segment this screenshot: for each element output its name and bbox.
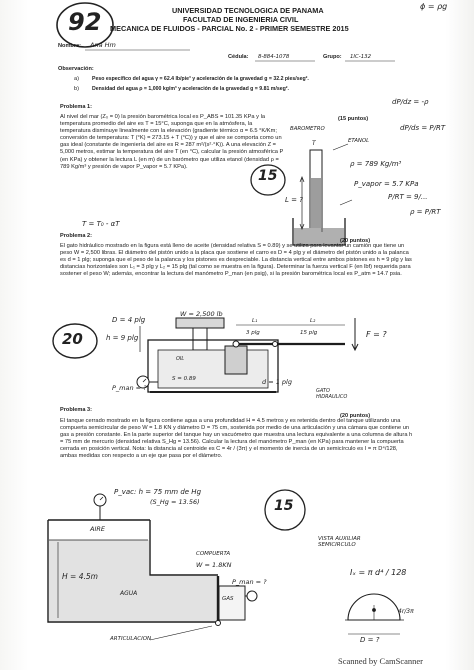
obs-b-text: Densidad del agua ρ = 1,000 kg/m³ y aceleración de la gravedad g = 9.81 m/seg². xyxy=(92,86,289,92)
scanner-watermark: Scanned by CamScanner xyxy=(338,656,423,666)
p3-fig-pvac: P_vac: h = 75 mm de Hg xyxy=(114,488,202,496)
group-value: 1IC-132 xyxy=(350,54,372,60)
p3-fig-shg: (S_Hg = 13.56) xyxy=(150,498,200,506)
p1-points: (15 puntos) xyxy=(338,116,369,122)
p2-fig-h: h = 9 plg xyxy=(106,334,139,342)
obs-a-label: a) xyxy=(74,76,79,82)
cedula-label: Cédula: xyxy=(228,54,249,60)
p3-fig-gas: GAS xyxy=(222,596,234,602)
p2-points: (20 puntos) xyxy=(340,238,371,244)
cedula-value: 8-884-1078 xyxy=(258,54,290,60)
p2-fig-F: F = ? xyxy=(366,330,387,339)
p3-fig-compuerta: COMPUERTA xyxy=(196,551,231,557)
p1-text: Al nivel del mar (Z₀ = 0) la presión barométrica local es P_ABS = 101.35 KPa y la temperatura promedio del aire es T = 15°C, suponga que en la atmósfera, la temperatura disminuye linealmente con la elevación (gradiente térmico α = 6.5 °K/Km; conversión de temperatura: T (°K) = 273.15 + T (°C)) y que el aire se comporta como un gas ideal (constante de ingeniería del aire es R = 287 m²/(s²·°K)). A una elevación Z = 5,000 metros, estimar la temperatura del aire T (en °C), calcular la presión atmosférica P (en KPa) y obtener la lectura L (en m) de un barómetro que utiliza etanol (densidad ρ = 789 Kg/m³ y presión de vapor P_vapor = 5.7 KPa). xyxy=(60,114,284,170)
obs-a-text: Peso específico del agua γ = 62.4 lb/pie³ y aceleración de la gravedad g = 32.2 pies/seg². xyxy=(92,76,309,82)
grade-score: 92 xyxy=(68,8,102,36)
p2-fig-S: S = 0.89 xyxy=(172,376,196,382)
p1-fig-L: L = ? xyxy=(285,196,303,204)
p2-fig-L2: L₂ xyxy=(310,318,316,324)
p2-fig-d: d = 1 plg xyxy=(262,378,292,386)
p1-title: Problema 1: xyxy=(60,104,93,110)
observation-label: Observación: xyxy=(58,66,94,72)
p2-fig-L2-val: 15 plg xyxy=(300,330,318,336)
course-title: MECANICA DE FLUIDOS - PARCIAL No. 2 - PRIMER SEMESTRE 2015 xyxy=(110,24,349,33)
margin-formula-2: dP/ds = P/RT xyxy=(400,124,446,132)
name-label: Nombre: xyxy=(58,43,81,49)
barometer-figure xyxy=(293,144,352,245)
p3-fig-articulacion: ARTICULACION xyxy=(110,636,152,642)
p3-fig-D: D = ? xyxy=(360,636,380,644)
p2-fig-gato: GATO HIDRAULICO xyxy=(316,388,348,400)
margin-formula-3: P/RT = 9/... xyxy=(388,193,428,201)
p3-fig-vista: VISTA AUXILIAR SEMICIRCULO xyxy=(318,536,361,548)
p2-title: Problema 2: xyxy=(60,233,93,239)
p2-fig-L1: L₁ xyxy=(252,318,258,324)
p3-text: El tanque cerrado mostrado en la figura contiene agua a una profundidad H = 4.5 metros y es retenida dentro del tanque utilizando una compuerta semicircular de peso W = 1.8 KN y diámetro D = 75 cm, sostenida por medio de una articulación y una cámara que contiene un gas a presión constante. En la parte superior del tanque hay un vacuómetro que muestra una lectura equivalente a una columna de altura h = 75 mm de mercurio (densidad relativa S_Hg = 13.56). Calcular la lectura del manómetro P_man (en KPa) para mantener la compuerta cerrada en posición vertical. Nota: la distancia al centroide es C = 4r / (3π) y el momento de inercia de un semicírculo es I = π D⁴/128, ambas medidas con respecto a un eje que pasa por el diámetro. xyxy=(60,418,413,460)
p2-fig-L1-val: 3 plg xyxy=(246,330,260,336)
p3-fig-pman: P_man = ? xyxy=(232,578,267,586)
p3-score: 15 xyxy=(274,498,294,514)
group-label: Grupo: xyxy=(323,54,342,60)
p2-text: El gato hidráulico mostrado en la figura está lleno de aceite (densidad relativa S = 0.89) y se utiliza para levantar un camión que tiene un peso W = 2,500 libras. El diámetro del pistón unido a la placa que sostiene el carro es D = 4 plg y el diámetro del pistón unido a la palanca es d = 1 plg; suponga que el peso de la palanca y los pistones es despreciable. La distancia vertical entre ambos pistones es h = 9 plg y las distancias horizontales son L₁ = 3 plg y L₂ = 15 plg (tal como se muestra en la figura). Determinar la fuerza vertical F (en lbf) requerida para sostener el peso W; además, encontrar la lectura del manómetro P_man (en psig), si la presión barométrica local es P_atm = 14.7 psia. xyxy=(60,243,412,278)
name-value: Ana Hm xyxy=(90,41,116,49)
obs-b-label: b) xyxy=(74,86,79,92)
faculty-title: FACULTAD DE INGENIERIA CIVIL xyxy=(183,15,299,24)
p2-fig-D: D = 4 plg xyxy=(112,316,146,324)
margin-formula-4: ρ = P/RT xyxy=(410,208,441,216)
p1-fig-barometer: BAROMETRO xyxy=(290,126,325,132)
p1-hand-formula: T = T₀ - αT xyxy=(82,220,120,228)
p3-fig-w: W = 1.8KN xyxy=(196,561,232,569)
p3-title: Problema 3: xyxy=(60,407,93,413)
p1-score: 15 xyxy=(258,168,278,184)
semicircle-figure xyxy=(345,594,404,634)
p1-fig-etanol: ETANOL xyxy=(348,138,370,144)
p3-fig-agua: AGUA xyxy=(120,590,138,597)
p2-score: 20 xyxy=(62,330,83,348)
p1-fig-pvapor: P_vapor = 5.7 KPa xyxy=(354,180,419,188)
p1-fig-T: T xyxy=(312,140,316,147)
margin-note-top: ϕ = ρg xyxy=(420,2,448,11)
p3-fig-H: H = 4.5m xyxy=(62,572,98,581)
p1-fig-rho: ρ = 789 Kg/m³ xyxy=(350,160,402,168)
p3-fig-c: 4r/3π xyxy=(398,608,414,615)
university-title: UNIVERSIDAD TECNOLOGICA DE PANAMA xyxy=(172,6,324,15)
p3-points: (20 puntos) xyxy=(340,413,371,419)
p3-fig-aire: AIRE xyxy=(90,525,105,533)
p3-fig-ix: Iₓ = π d⁴ / 128 xyxy=(350,568,407,577)
p2-fig-pman: P_man = ? xyxy=(112,384,147,392)
margin-formula-1: dP/dz = -ρ xyxy=(392,98,429,106)
p2-fig-oil: OIL xyxy=(176,356,185,362)
p2-fig-W: W = 2,500 lb xyxy=(180,310,223,318)
